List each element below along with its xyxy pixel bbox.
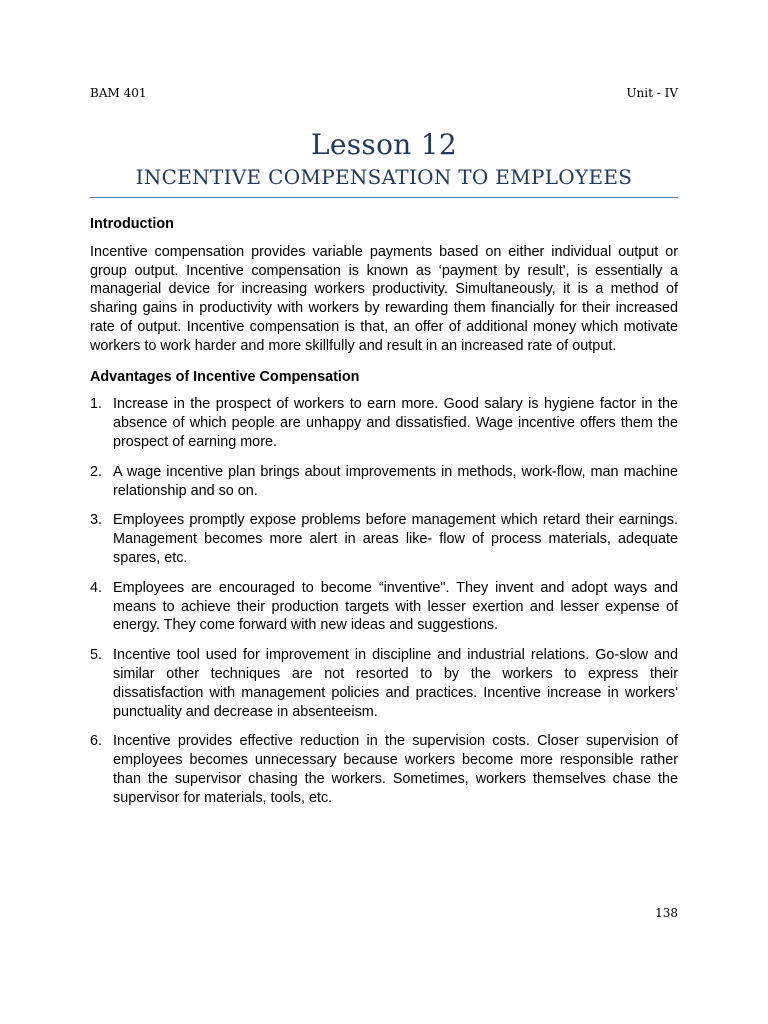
list-item [90,463,678,501]
page-body [90,215,678,819]
lesson-subtitle: INCENTIVE COMPENSATION TO EMPLOYEES [135,165,633,189]
document-page [90,0,678,1024]
advantages-list [90,395,678,807]
list-item-text: Incentive provides effective reduction in the supervision costs. Closer supervision of employees becomes unnecessary because workers become more responsible rather than the supervisor chasing the workers. Sometimes, workers themselves chase the supervisor for materials, tools, etc. [113,733,678,806]
list-item-text: Increase in the prospect of workers to earn more. Good salary is hygiene factor in the absence of which people are unhappy and dissatisfied. Wage incentive offers them the prospect of earning more. [113,396,678,450]
lesson-title: Lesson 12 [310,128,458,161]
list-item-text: Employees are encouraged to become “inventive". They invent and adopt ways and means to achieve their production targets with lesser exertion and lesser expense of energy. They come forward with new ideas and suggestions. [113,579,678,634]
introduction-paragraph: Incentive compensation provides variable payments based on either individual output or group output. Incentive compensation is known as ‘payment by result', is essentially a managerial device for increasing workers productivity. Simultaneously, it is a method of sharing gains in productivity with workers by rewarding them financially for their increased rate of output. Incentive compensation is that, an offer of additional money which motivate workers to work harder and more skillfully and result in an increased rate of output. [90,243,678,354]
course-code: BAM 401 [90,86,147,100]
list-item-number: 3. [90,512,103,529]
list-item [90,646,678,721]
list-item-text: Employees promptly expose problems before management which retard their earnings. Management becomes more alert in areas like- flow of process materials, adequate spares, etc. [113,512,678,566]
list-item-number: 4. [90,579,103,596]
list-item-text: Incentive tool used for improvement in discipline and industrial relations. Go-slow and similar other techniques are not resorted to by the workers to express their dissatisfaction with management policies and practices. Incentive increase in workers' punctuality and decrease in absenteeism. [113,647,678,720]
list-item-text: A wage incentive plan brings about improvements in methods, work-flow, man machine relationship and so on. [113,463,678,499]
title-divider [90,197,678,198]
list-item [90,395,678,451]
advantages-heading: Advantages of Incentive Compensation [90,368,360,385]
running-header [90,86,678,100]
list-item-number: 5. [90,647,103,664]
list-item-number: 2. [90,463,103,480]
introduction-heading: Introduction [90,216,174,232]
page-number: 138 [655,906,678,920]
list-item [90,579,678,635]
list-item [90,511,678,567]
list-item-number: 6. [90,733,103,750]
unit-label: Unit - IV [626,86,678,100]
list-item [90,732,678,807]
list-item-number: 1. [90,396,103,413]
